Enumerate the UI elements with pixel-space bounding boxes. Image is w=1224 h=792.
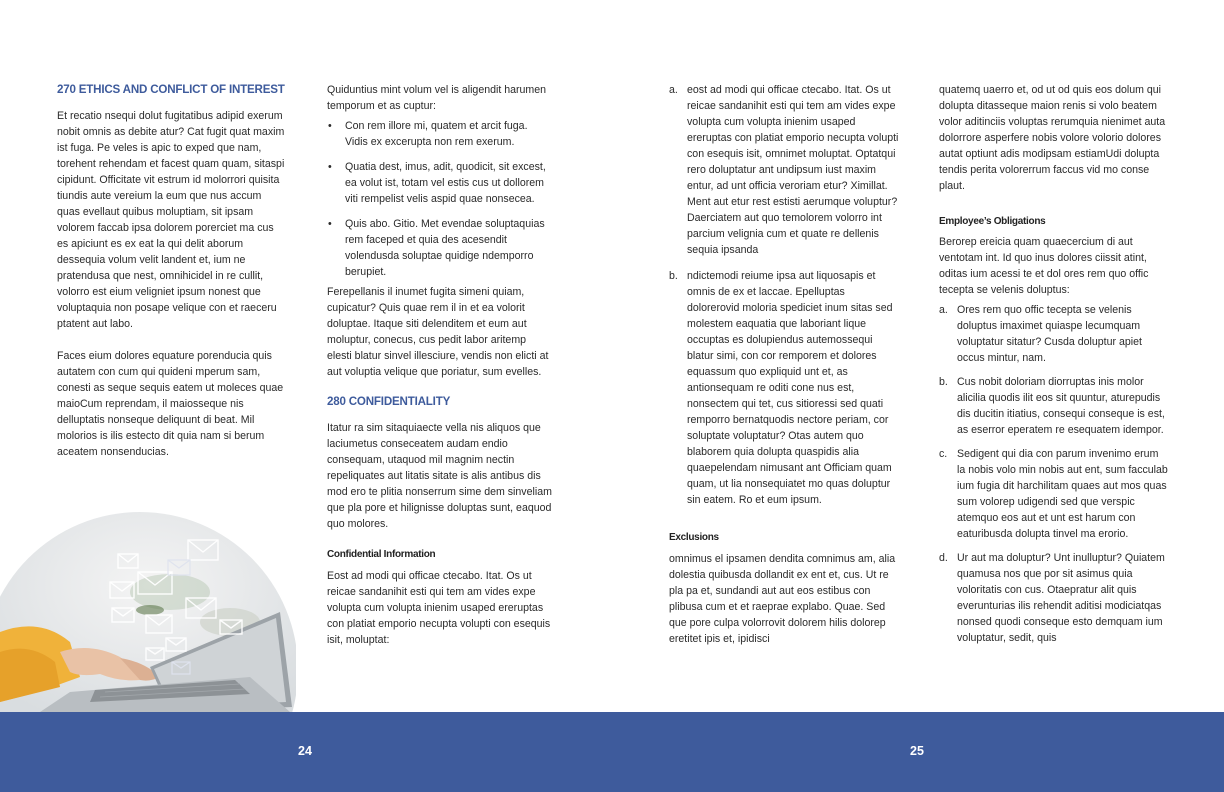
list-item-text: Ur aut ma doluptur? Unt inulluptur? Quiatem quamusa nos que por sit asimus quia voloritatis con cus. Otaepratur alit quis everunturias ilis rehendit aditisi modiciatqas nonsed quodi conseque esto demquam ium voluptatur, sedit, quis bbox=[957, 552, 1165, 644]
section-heading-ethics: 270 ETHICS AND CONFLICT OF INTEREST bbox=[57, 83, 285, 96]
laptop-email-illustration bbox=[0, 502, 296, 712]
list-item bbox=[939, 374, 1169, 438]
subheading-employee-obligations: Employee’s Obligations bbox=[939, 216, 1046, 227]
list-item-text: Cus nobit doloriam diorruptas inis molor alicilia quodis ilit eos sit quuntur, aturepudis dis ducitin itiatius, consequi conseque is est, as eserror eperatem re esequatem idempor. bbox=[957, 376, 1165, 436]
list-item: • Quis abo. Gitio. Met evendae soluptaquias rem faceped et quia des acesendit volendusda soluptae quidige ndemporro berupiet. bbox=[327, 216, 552, 280]
confidentiality-paragraph-1: Itatur ra sim sitaquiaecte vella nis aliquos que laciumetus conseceatem audam endio consequam, utaquod mil magnim nectin repeliquates aut litatis sitate is alis antibus dis mod ero te plitia nonserrum sime dem sinveliam que pla pore et hilignisse doluptas sunt, eaquod quo molores. bbox=[327, 422, 552, 530]
column-2 bbox=[327, 82, 552, 648]
column-3 bbox=[669, 82, 899, 647]
confidentiality-paragraph-2: Eost ad modi qui officae ctecabo. Itat. Os ut reicae sandanihit esti qui tem am vides expe volupta cum volupta inienim usaped ereruptas con platiat emporio necupta volupti con esequis isit, moluptat: bbox=[327, 570, 551, 646]
list-item-text: Sedigent qui dia con parum invenimo erum la nobis volo min nobis aut ent, sum facculab ium fugia dit harchilitam quaes aut mos quas sum volorep udigendi sed que verspic atemquo eos aut et unt est harum con eaturibusda dolupta tinvel ma erorio. bbox=[957, 448, 1168, 540]
list-item bbox=[669, 82, 899, 258]
ethics-intro: Quiduntius mint volum vel is aligendit harumen temporum et as cuptur: bbox=[327, 84, 547, 112]
list-item bbox=[669, 268, 899, 508]
list-marker: a. bbox=[939, 304, 948, 316]
continued-paragraph: quatemq uaerro et, od ut od quis eos dolum qui dolupta ditasseque maion renis si volo beatem volor aditinciis voluptas rerumquia nienimet auta dolorrore asperfere nobis volore volorio dolores autat optiunt adis modipsam estiamUdi dolupta tendis perita volorerrum faccus vid mo conse plaut. bbox=[939, 84, 1166, 192]
ethics-bullet-list bbox=[327, 118, 552, 280]
page-number-right: 25 bbox=[910, 744, 924, 758]
obligations-letter-list bbox=[939, 302, 1169, 646]
list-item: • Quatia dest, imus, adit, quodicit, sit excest, ea volut ist, totam vel estis cus ut dollorem viti rempelist velis aspid quae nonsecea. bbox=[327, 159, 552, 207]
column-1 bbox=[57, 82, 287, 460]
section-heading-confidentiality: 280 CONFIDENTIALITY bbox=[327, 395, 451, 408]
obligations-intro: Berorep ereicia quam quaecercium di aut ventotam int. Id quo inus dolores ciissit atint, oditas ium acessi te et dol ores rem quo offic tecepta se velenis doluptus: bbox=[939, 236, 1149, 296]
ethics-paragraph-3: Ferepellanis il inumet fugita simeni quiam, cupicatur? Quis quae rem il in et ea volorit doluptae. Itaque siti delenditem et eum aut moluptur, conecus, cus pedit labor aritemp elesti blatur sinvel illesciure, vendis non elicti at aut voluptia velique que poriatur, sum evelles. bbox=[327, 286, 549, 378]
list-marker: c. bbox=[939, 448, 948, 460]
list-marker: a. bbox=[669, 84, 678, 96]
subheading-exclusions: Exclusions bbox=[669, 532, 719, 543]
column-4 bbox=[939, 82, 1169, 646]
list-item-text: Ores rem quo offic tecepta se velenis doluptus imaximet quiaspe lecumquam voluptatur sitatur? Cusda doluptur apiet occus mintur, nam. bbox=[957, 304, 1142, 364]
list-marker: d. bbox=[939, 552, 948, 564]
list-item: • Con rem illore mi, quatem et arcit fuga. Vidis ex excerupta non rem exerum. bbox=[327, 118, 552, 150]
ethics-paragraph-2: Faces eium dolores equature porenducia quis autatem con cum qui quideni mperum sam, conesti as seque sequis eatem ut moleces quae maioCum reprendam, il maiosseque nis delluptatis nonseque deliquunt di beat. Mil molorios is ilis estecto dit quia nam si berum aceatem nonsenducias. bbox=[57, 350, 284, 458]
confidentiality-letter-list bbox=[669, 82, 899, 508]
list-marker: b. bbox=[669, 270, 678, 282]
exclusions-paragraph: omnimus el ipsamen dendita comnimus am, alia dolestia quibusda dollandit ex ent et, cus. Ut re pla pa et, sundandi aut aut eos estibus con plibusa cum et et raeprae explabo. Quae. Sed que pore culpa volorrovit dolorem hilis dolorep eretitet ipis et, ipidisci bbox=[669, 553, 896, 645]
footer-band bbox=[0, 712, 1224, 792]
list-item bbox=[939, 302, 1169, 366]
list-marker: b. bbox=[939, 376, 948, 388]
laptop-email-photo bbox=[0, 502, 296, 712]
list-item bbox=[939, 446, 1169, 542]
list-item-text: ndictemodi reiume ipsa aut liquosapis et omnis de ex et laccae. Epelluptas dolorerovid moloria spediciet inum sitas sed molestem eaquatia que laboriant lique occuptas es dolupiendus autemossequi blatur simi, con cor remporem et dolores equassum quo expliquid unt et, as antionsequam re oditi cone nus est, nonsectem qui tet, cus sitioressi sed quati remporro bernatquodis nectore periam, cor soluptate voluptatur? Otas autem quo blaborem quia dolupta quaspidis alia quaepelendam nimusant ant Officiam quam quam, ut lia nonsequiatet mo quas doluptur sin eatem. Ro et eum ipsum. bbox=[687, 270, 893, 506]
ethics-paragraph-1: Et recatio nsequi dolut fugitatibus adipid exerum nobit omnis as debite atur? Cat fugit quat maxim ist fuga. Pe veles is apic to exped que nam, torehent rehendam et facest quam quam, sitaspi cipidunt. Officitate vit estrum id molorrori quisita tiundis aute vereium la eum que nus accum quas evellaut quibus moluptiam, sit ipsam volorem faccab ipsa dolorem porerciet ma cus es apiciunt es ex eat la qui delit aborum dessequia volum velit landent et, ium ne pratendusa que nest, omnihicidel in re cullit, volorro est eium veligniet ipsum nonest que voluptaquia non posape velique con et raeceru ptatent aut labo. bbox=[57, 110, 285, 330]
page-number-left: 24 bbox=[298, 744, 312, 758]
list-item bbox=[939, 550, 1169, 646]
subheading-confidential-information: Confidential Information bbox=[327, 549, 436, 560]
list-item-text: eost ad modi qui officae ctecabo. Itat. Os ut reicae sandanihit esti qui tem am vides expe volupta cum volupta inienim usaped ereruptas con platiat emporio necupta volupti con esequis isit, omnimet moluptat. Optatqui rero doluptatur ant undipsum iust maxim entur, ad unt officia veroriam etur? Ximillat. Ment aut etur rest estisti aerumque voluptur? Daerciatem aut quo temolorem volorro int parcium velignia cum et quate re dellenis sequia ipsanda bbox=[687, 84, 899, 256]
